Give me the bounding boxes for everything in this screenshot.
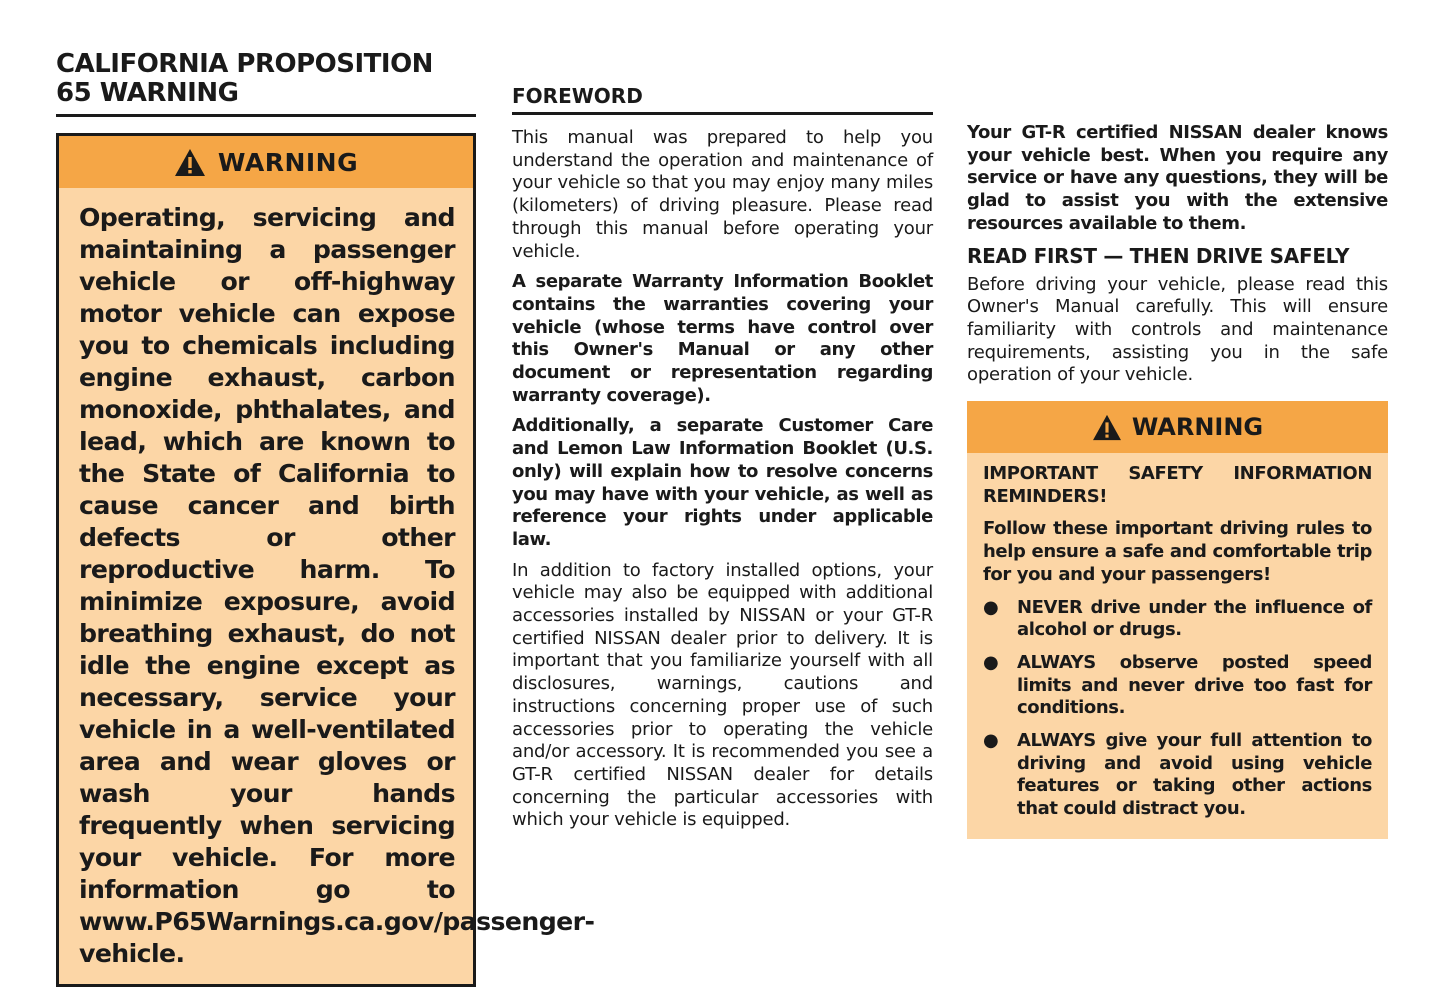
warning-header	[59, 136, 473, 188]
warning-triangle-icon	[1092, 414, 1122, 441]
warranty-paragraph: A separate Warranty Information Booklet contains the warranties covering your vehicle (whose terms have control over this Owner's Manual or any other document or representation regarding warranty coverage).	[512, 271, 933, 406]
dealer-paragraph: Your GT-R certified NISSAN dealer knows your vehicle best. When you require any service or have any questions, they will be glad to assist you with the extensive resources available to them.	[967, 122, 1388, 234]
bullet-text: NEVER drive under the influence of alcohol or drugs.	[1017, 596, 1372, 641]
bullet-icon: ●	[983, 596, 999, 618]
prop65-heading: CALIFORNIA PROPOSITION 65 WARNING	[56, 49, 433, 108]
list-item	[983, 652, 1372, 720]
read-first-heading: READ FIRST — THEN DRIVE SAFELY	[967, 243, 1350, 268]
safety-title: IMPORTANT SAFETY INFORMATION REMINDERS!	[983, 463, 1372, 507]
read-first-paragraph: Before driving your vehicle, please read this Owner's Manual carefully. This will ensure familiarity with controls and maintenance requirements, assisting you in the safe operation of your vehicle.	[967, 273, 1388, 386]
warning-header	[967, 401, 1388, 453]
accessories-paragraph: In addition to factory installed options, your vehicle may also be equipped with additional accessories installed by NISSAN or your GT-R certified NISSAN dealer prior to delivery. It is important that you familiarize yourself with all disclosures, warnings, cautions and instructions concerning proper use of such accessories prior to operating the vehicle and/or accessory. It is recommended you see a GT-R certified NISSAN dealer for details concerning the particular accessories with which your vehicle is equipped.	[512, 559, 933, 831]
warning-triangle-icon	[174, 148, 206, 177]
list-item	[983, 597, 1372, 642]
bullet-text: ALWAYS give your full attention to driving and avoid using vehicle features or taking other actions that could distract you.	[1017, 730, 1372, 820]
warning-label: WARNING	[1131, 413, 1264, 442]
bullet-icon: ●	[983, 651, 999, 673]
bullet-icon: ●	[983, 730, 999, 752]
bullet-text: ALWAYS observe posted speed limits and never drive too fast for conditions.	[1017, 651, 1372, 719]
prop65-warning-text: Operating, servicing and maintaining a passenger vehicle or off-highway motor vehicle can expose you to chemicals including engine exhaust, carbon monoxide, phthalates, and lead, which are known to the State of California to cause cancer and birth defects or other reproductive harm. To minimize exposure, avoid breathing exhaust, do not idle the engine except as necessary, service your vehicle in a well-ventilated area and wear gloves or wash your hands frequently when servicing your vehicle. For more information go to www.P65Warnings.ca.gov/passenger-vehicle.	[79, 203, 595, 968]
warning-label: WARNING	[217, 147, 359, 177]
lemon-law-paragraph: Additionally, a separate Customer Care and Lemon Law Information Booklet (U.S. only) will explain how to resolve concerns you may have with your vehicle, as well as reference your rights under applicable law.	[512, 415, 933, 550]
safety-intro: Follow these important driving rules to help ensure a safe and comfortable trip for you and your passengers!	[983, 518, 1372, 585]
foreword-section	[512, 84, 933, 840]
list-item	[983, 730, 1372, 821]
section-rule	[56, 114, 476, 117]
safety-warning-box	[967, 401, 1388, 839]
foreword-heading: FOREWORD	[512, 84, 643, 108]
right-column	[967, 122, 1388, 839]
prop65-warning-box	[56, 133, 595, 987]
foreword-paragraph: This manual was prepared to help you understand the operation and maintenance of your vehicle so that you may enjoy many miles (kilometers) of driving pleasure. Please read through this manual before operating your vehicle.	[512, 127, 933, 262]
section-rule	[512, 112, 933, 115]
